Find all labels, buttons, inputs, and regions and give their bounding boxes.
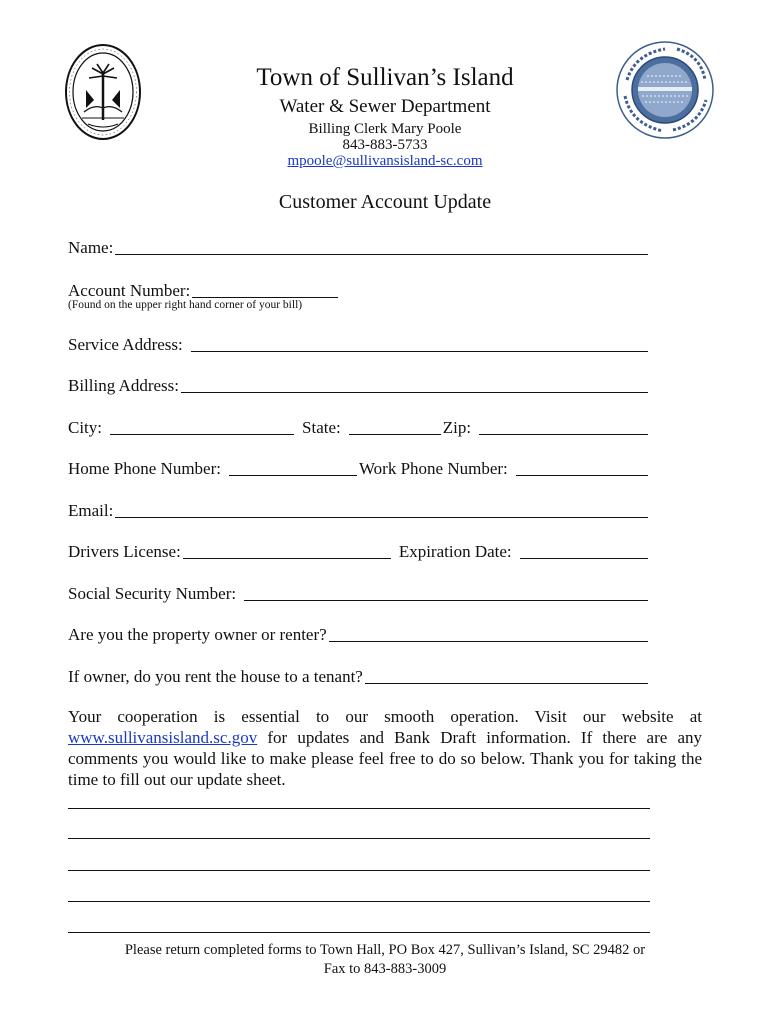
account-number-label: Account Number:: [68, 281, 191, 300]
phone-numbers-field: [68, 459, 650, 479]
zip-label: Zip:: [442, 418, 472, 437]
work-phone-input-line[interactable]: [516, 460, 648, 476]
ssn-input-line[interactable]: [244, 585, 648, 601]
name-label: Name:: [68, 238, 114, 257]
owner-renter-field: [68, 625, 650, 645]
expiration-date-input-line[interactable]: [520, 543, 648, 559]
name-input-line[interactable]: [115, 239, 648, 255]
expiration-date-label: Expiration Date:: [398, 542, 512, 561]
name-field: [68, 238, 650, 258]
clerk-phone: 843-883-5733: [342, 137, 428, 153]
state-input-line[interactable]: [349, 419, 441, 435]
owner-renter-label: Are you the property owner or renter?: [68, 625, 327, 644]
email-input-line[interactable]: [115, 502, 648, 518]
cooperation-message: [68, 706, 702, 790]
owner-renter-input-line[interactable]: [329, 626, 648, 642]
state-label: State:: [302, 418, 341, 437]
ssn-label: Social Security Number:: [68, 584, 237, 603]
clerk-email-row: [0, 153, 770, 170]
ssn-field: [68, 584, 650, 604]
department-name: Water & Sewer Department: [279, 96, 491, 117]
billing-address-label: Billing Address:: [68, 376, 179, 395]
tenant-field: [68, 667, 650, 687]
tenant-input-line[interactable]: [365, 668, 648, 684]
comment-line[interactable]: [68, 932, 650, 933]
account-number-input-line[interactable]: [192, 282, 338, 298]
billing-address-field: [68, 376, 650, 396]
service-address-field: [68, 335, 650, 355]
city-state-zip-field: [68, 418, 650, 438]
drivers-license-field: [68, 542, 650, 562]
billing-address-input-line[interactable]: [181, 377, 648, 393]
website-link[interactable]: www.sullivansisland.sc.gov: [68, 728, 258, 747]
home-phone-input-line[interactable]: [229, 460, 357, 476]
service-address-label: Service Address:: [68, 335, 183, 354]
account-number-hint: (Found on the upper right hand corner of your bill): [68, 299, 303, 311]
tenant-label: If owner, do you rent the house to a tenant?: [68, 667, 363, 686]
service-address-input-line[interactable]: [191, 336, 648, 352]
work-phone-label: Work Phone Number:: [358, 459, 508, 478]
form-heading: Customer Account Update: [278, 191, 492, 213]
comment-line[interactable]: [68, 870, 650, 871]
city-label: City:: [68, 418, 103, 437]
footer-return-address: Please return completed forms to Town Hall, PO Box 427, Sullivan’s Island, SC 29482 or: [124, 942, 646, 958]
account-number-field: [68, 281, 340, 301]
billing-clerk: Billing Clerk Mary Poole: [308, 121, 462, 137]
zip-input-line[interactable]: [479, 419, 648, 435]
message-text-part2: for updates and Bank Draft information. If there are any comments you would like to make please feel free to do so below. Thank you for taking the time to fill out our update sheet.: [68, 728, 702, 789]
email-field: [68, 501, 650, 521]
drivers-license-label: Drivers License:: [68, 542, 181, 561]
comment-line[interactable]: [68, 838, 650, 839]
city-input-line[interactable]: [110, 419, 294, 435]
clerk-email-link[interactable]: mpoole@sullivansisland-sc.com: [287, 153, 483, 169]
email-label: Email:: [68, 501, 114, 520]
footer-fax: Fax to 843-883-3009: [323, 961, 447, 977]
town-title: Town of Sullivan’s Island: [256, 64, 514, 91]
home-phone-label: Home Phone Number:: [68, 459, 221, 478]
comment-line[interactable]: [68, 901, 650, 902]
drivers-license-input-line[interactable]: [183, 543, 391, 559]
message-text-part1: Your cooperation is essential to our smooth operation. Visit our website at: [68, 707, 702, 726]
comment-line[interactable]: [68, 808, 650, 809]
